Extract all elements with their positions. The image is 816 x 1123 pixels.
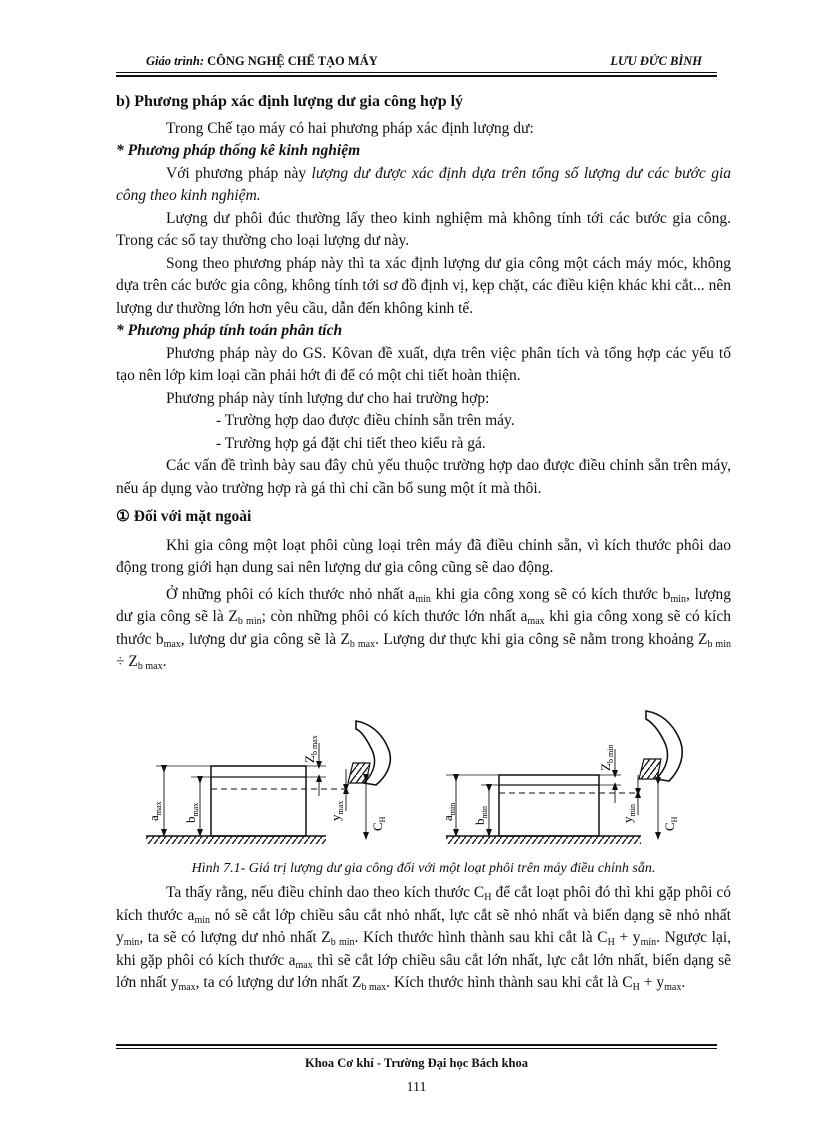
header-rule bbox=[116, 72, 717, 73]
bullet-item: - Trường hợp dao được điều chỉnh sẵn trên máy. bbox=[216, 412, 515, 429]
method2-paragraph-2: Phương pháp này tính lượng dư cho hai trường hợp: bbox=[166, 389, 490, 407]
method2-paragraph-3: Các vấn đề trình bày sau đây chủ yếu thuộc trường hợp dao được điều chỉnh sẵn trên máy, nếu áp dụng vào trường hợp rà gá thì chỉ cần bổ sung một ít mà thôi. bbox=[116, 457, 731, 497]
conclusion-paragraph: Ta thấy rằng, nếu điều chỉnh dao theo kích thước $C_H$ để cắt loạt phôi đó thì khi gặp phôi có kích thước $a_{min}$ nó sẽ cắt lớp chiều sâu cắt nhỏ nhất, lực cắt sẽ nhỏ nhất và biến dạng sẽ nhỏ nhất $y_{min}$, ta sẽ có lượng dư nhỏ nhất $Z_{b min}$. Kích thước hình thành sau khi cắt là $C_H + y_{min}$. Ngược lại, khi gặp phôi có kích thước $a_{max}$ thì sẽ cắt lớp chiều sâu cắt lớn nhất, lực cắt lớn nhất, biến dạng sẽ lớn nhất $y_{max}$, ta có lượng dư lớn nhất $Z_{b max}$. Kích thước hình thành sau khi cắt là $C_H + y_{max}$. bbox=[116, 884, 732, 993]
conclusion-text bbox=[116, 882, 731, 995]
header-left: Giáo trình: CÔNG NGHỆ CHẾ TẠO MÁY bbox=[146, 54, 378, 68]
svg-text:bmax: $b_{max}$ bbox=[183, 802, 200, 823]
right-tool-insert bbox=[639, 759, 661, 779]
svg-text:ymin: $y_{min}$ bbox=[620, 804, 637, 823]
footer-institution: Khoa Cơ khí - Trường Đại học Bách khoa bbox=[304, 1056, 528, 1070]
figure-caption: Hình 7.1- Giá trị lượng dư gia công đối với một loạt phôi trên máy điều chỉnh sẵn. bbox=[191, 861, 656, 876]
method1-paragraph-3: Song theo phương pháp này thì ta xác định lượng dư gia công một cách máy móc, không dựa trên các bước gia công, không tính tới sơ đồ định vị, kẹp chặt, các điều kiện khác khi cắt... nên lượng dư thường lớn hơn yêu cầu, dẫn đến không kinh tế. bbox=[116, 254, 731, 317]
header-right: LƯU ĐỨC BÌNH bbox=[610, 54, 702, 68]
svg-text:Zb min: $Z_{b min}$ bbox=[598, 744, 615, 771]
footer-rule bbox=[116, 1048, 717, 1049]
method1-paragraph-2: Lượng dư phôi đúc thường lấy theo kinh nghiệm mà không tính tới các bước gia công. Trong các sổ tay thường cho loại lượng dư này. bbox=[116, 209, 731, 249]
right-base-hatch bbox=[446, 836, 641, 844]
method1-paragraph-1: Với phương pháp này lượng dư được xác định dựa trên tổng số lượng dư các bước gia công theo kinh nghiệm. bbox=[116, 164, 732, 204]
right-workpiece bbox=[499, 775, 599, 836]
bullet-item: - Trường hợp gá đặt chi tiết theo kiểu rà gá. bbox=[216, 434, 486, 452]
svg-text:ymax: $y_{max}$ bbox=[328, 800, 345, 821]
method2-paragraph-1: Phương pháp này do GS. Kôvan đề xuất, dựa trên việc phân tích và tổng hợp các yếu tố tạo nên lớp kim loại cần phải hớt đi để có một chi tiết hoàn thiện. bbox=[116, 344, 731, 384]
footer-rule-thick bbox=[116, 1044, 717, 1046]
method2-heading: * Phương pháp tính toán phân tích bbox=[116, 322, 343, 339]
outer-surface-heading: ① Đối với mặt ngoài bbox=[116, 508, 252, 525]
method1-heading: * Phương pháp thống kê kinh nghiệm bbox=[116, 142, 361, 159]
intro-paragraph: Trong Chế tạo máy có hai phương pháp xác định lượng dư: bbox=[166, 119, 534, 137]
outer-surface-paragraph-2: Ở những phôi có kích thước nhỏ nhất $a_{min}$ khi gia công xong sẽ có kích thước $b_{min}$, lượng dư gia công sẽ là $Z_{b min}$; còn những phôi có kích thước lớn nhất $a_{max}$ khi gia công xong sẽ có kích thước $b_{max}$, lượng dư gia công sẽ là $Z_{b max}$. Lượng dư thực khi gia công sẽ nằm trong khoảng $Z_{b min} \div Z_{b max}$. bbox=[116, 585, 731, 672]
right-diagram bbox=[440, 711, 682, 844]
page-number: 111 bbox=[406, 1080, 427, 1095]
figure-diagram bbox=[116, 703, 731, 853]
figure-7-1 bbox=[116, 703, 731, 853]
left-tool-insert bbox=[348, 763, 370, 783]
svg-text:amax: $a_{max}$ bbox=[146, 801, 163, 821]
section-title: b) Phương pháp xác định lượng dư gia công hợp lý bbox=[116, 93, 464, 110]
svg-text:CH: $C_H$ bbox=[662, 816, 679, 831]
left-base-hatch bbox=[146, 836, 326, 844]
outer-surface-paragraph-1: Khi gia công một loạt phôi cùng loại trên máy đã điều chỉnh sẵn, vì kích thước phôi dao động trong giới hạn dung sai nên lượng dư gia công cũng sẽ dao động. bbox=[116, 536, 731, 576]
header-rule-thick bbox=[116, 75, 717, 77]
body-text bbox=[116, 91, 731, 674]
left-diagram bbox=[146, 721, 390, 844]
svg-text:amin: $a_{min}$ bbox=[440, 802, 457, 821]
svg-text:bmin: $b_{min}$ bbox=[472, 806, 489, 825]
svg-text:Zb max: $Z_{b max}$ bbox=[302, 735, 319, 763]
svg-text:CH: $C_H$ bbox=[370, 816, 387, 831]
